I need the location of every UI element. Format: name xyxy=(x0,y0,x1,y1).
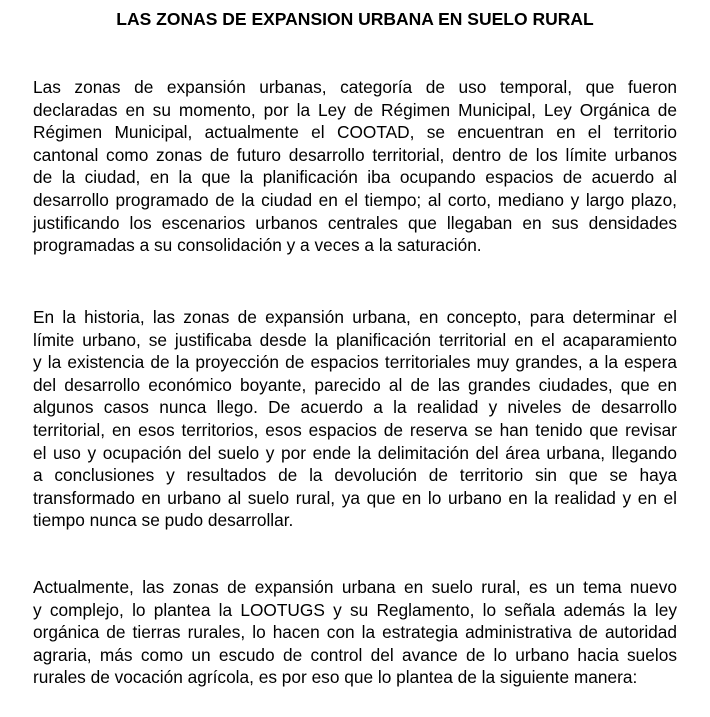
text-line-content: transformado en urbano al suelo rural, ya que en lo urbano en la realidad y en el xyxy=(33,487,677,508)
text-line xyxy=(33,76,677,99)
paragraph-urban-expansion-zones xyxy=(33,76,677,257)
text-line-content: a conclusiones y resultados de la devolución de territorio sin que se haya xyxy=(33,465,677,486)
document-title: LAS ZONAS DE EXPANSION URBANA EN SUELO RURAL xyxy=(116,9,594,29)
text-line xyxy=(33,212,677,235)
text-line xyxy=(33,396,677,419)
text-line-content: desarrollo programado de la ciudad en el tiempo; al corto, mediano y largo plazo, xyxy=(33,189,677,210)
text-line xyxy=(33,144,677,167)
paragraph-current-situation xyxy=(33,576,677,689)
text-line xyxy=(33,306,677,329)
text-line: programadas a su consolidación y a veces a la saturación. xyxy=(33,235,482,256)
text-line-content: Las zonas de expansión urbanas, categoría de uso temporal, que fueron xyxy=(33,77,677,97)
text-line-content: algunos casos nunca llego. De acuerdo a la realidad y niveles de desarrollo xyxy=(33,397,677,418)
text-line xyxy=(33,374,677,397)
text-line-content: orgánica de tierras rurales, lo hacen con la estrategia administrativa de autoridad xyxy=(33,622,677,643)
text-line xyxy=(33,121,677,144)
text-line-content: justificando los escenarios urbanos centrales que llegaban en sus densidades xyxy=(33,212,677,233)
text-line xyxy=(33,576,677,599)
text-line-content: cantonal como zonas de futuro desarrollo territorial, dentro de los límite urbanos xyxy=(33,144,677,165)
text-line xyxy=(33,351,677,374)
text-line xyxy=(33,621,677,644)
text-line xyxy=(33,442,677,465)
text-line-content: agraria, más como un escudo de control del avance de lo urbano hacia suelos xyxy=(33,644,677,665)
text-line-content: territorial, en esos territorios, esos espacios de reserva se han tenido que revisar xyxy=(33,419,677,440)
text-line xyxy=(33,419,677,442)
text-line-content: y la existencia de la proyección de espacios territoriales muy grandes, a la espera xyxy=(33,352,677,373)
text-line-content: y complejo, lo plantea la LOOTUGS y su Reglamento, lo señala además la ley xyxy=(33,599,677,620)
text-line-content: límite urbano, se justificaba desde la planificación territorial en el acaparamiento xyxy=(33,329,677,350)
text-line xyxy=(33,329,677,352)
text-line-content: En la historia, las zonas de expansión urbana, en concepto, para determinar el xyxy=(33,307,677,327)
text-line xyxy=(33,166,677,189)
text-line xyxy=(33,189,677,212)
text-line-content: Régimen Municipal, actualmente el COOTAD, se encuentran en el territorio xyxy=(33,122,677,143)
text-line-content: el uso y ocupación del suelo y por ende la delimitación del área urbana, llegando xyxy=(33,442,677,463)
text-line xyxy=(33,487,677,510)
paragraph-history xyxy=(33,306,677,532)
text-line: rurales de vocación agrícola, es por eso que lo plantea de la siguiente manera: xyxy=(33,667,638,688)
text-line: tiempo nunca se pudo desarrollar. xyxy=(33,510,294,531)
text-line xyxy=(33,644,677,667)
text-line-content: de la ciudad, en la que la planificación iba ocupando espacios de acuerdo al xyxy=(33,167,677,188)
text-line xyxy=(33,599,677,622)
text-line-content: declaradas en su momento, por la Ley de Régimen Municipal, Ley Orgánica de xyxy=(33,99,677,120)
text-line-content: del desarrollo económico boyante, parecido al de las grandes ciudades, que en xyxy=(33,374,677,395)
text-line xyxy=(33,464,677,487)
text-line xyxy=(33,99,677,122)
text-line-content: Actualmente, las zonas de expansión urbana en suelo rural, es un tema nuevo xyxy=(33,577,677,597)
